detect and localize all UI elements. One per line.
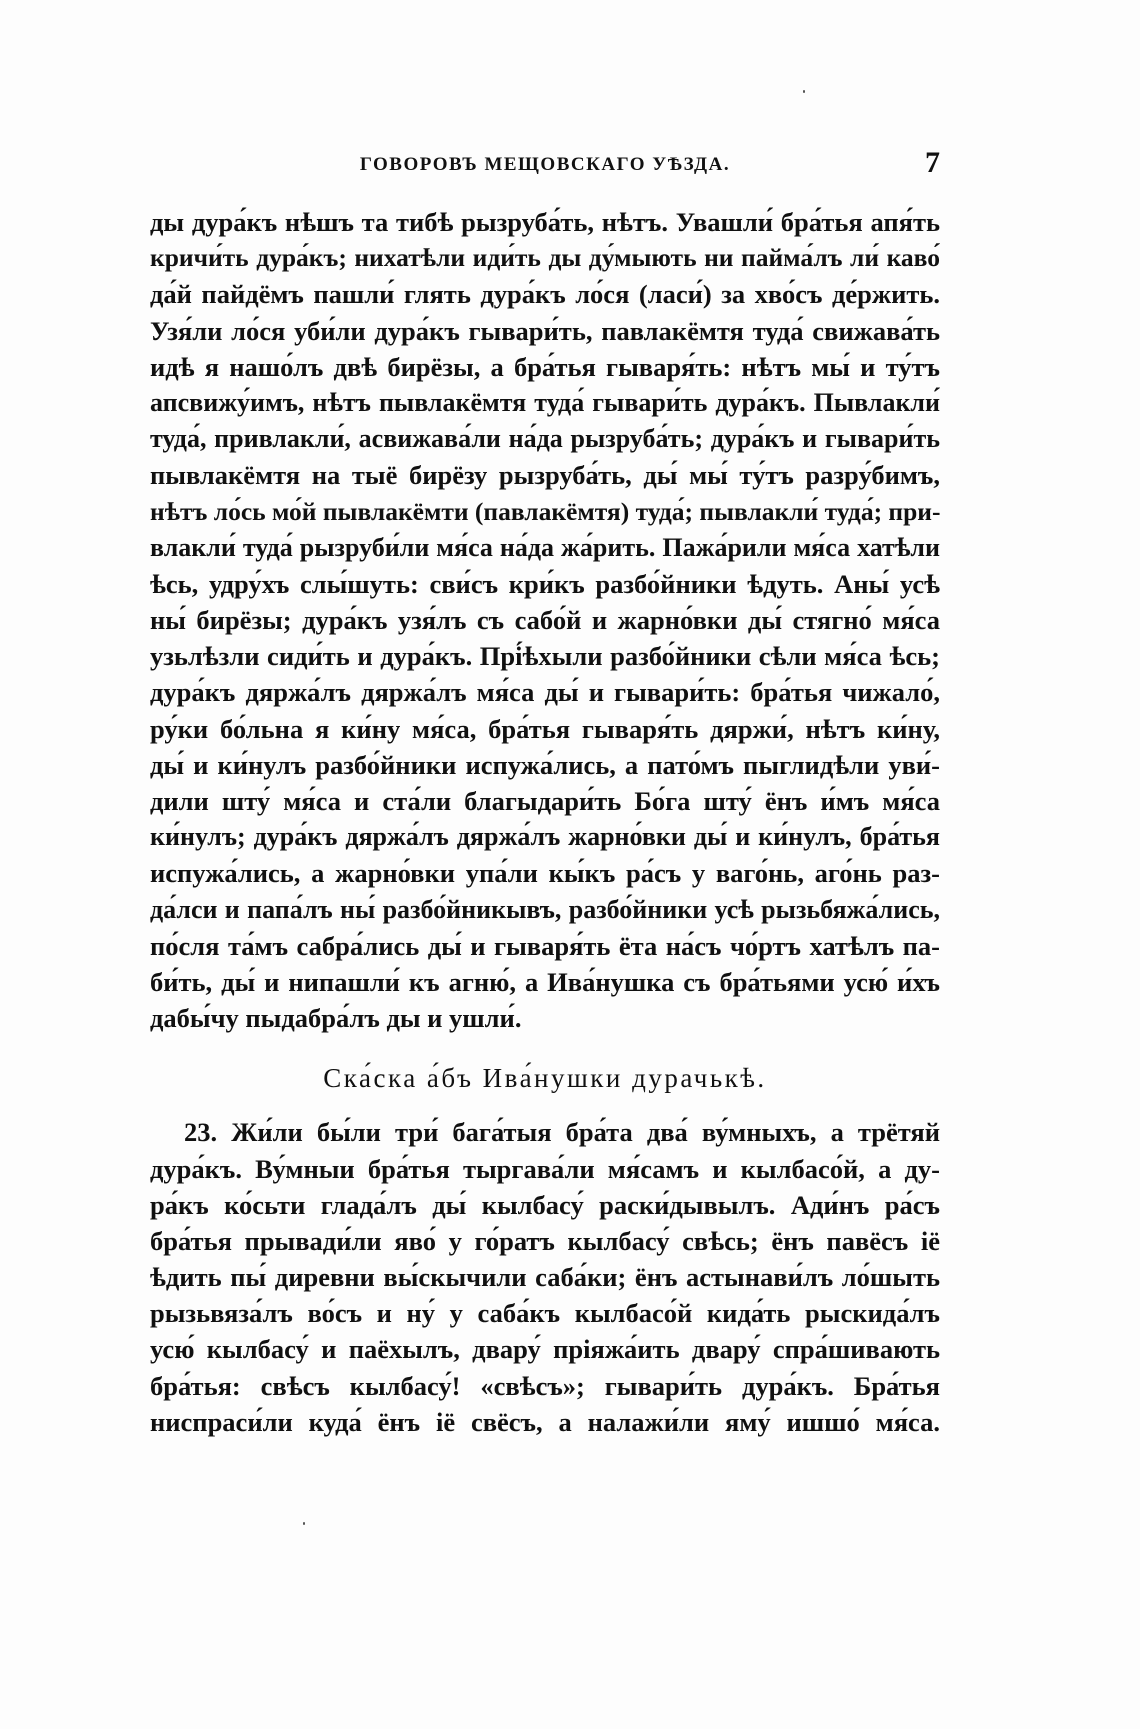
text-line: идѣ я нашо́лъ двѣ бирёзы, а бра́тья гываря́ть: нѣтъ мы́ и ту́тъ [150,351,940,382]
running-head [150,146,940,184]
text-line: бра́тья: свѣсъ кылбасу́! «свѣсъ»; гывари́ть дура́къ. Бра́тья [150,1370,940,1401]
text-line: узьлѣзли сиди́ть и дура́къ. Прі́ѣхыли разбо́йники сѣли мя́са ѣсь; [150,641,940,672]
text-line: апсвижу́имъ, нѣтъ пывлакёмтя туда́ гывари́ть дура́къ. Пывлакли́ [150,387,940,417]
text-line: ды́ и ки́нулъ разбо́йники испужа́лись, а пато́мъ пыглидѣли уви́- [150,749,940,780]
text-line: влакли́ туда́ рызруби́ли мя́са на́да жа́рить. Пажа́рили мя́са хатѣли [150,532,940,562]
paragraph-story-continuation [150,204,940,1036]
text-line: ѣсь, удру́хъ слы́шуть: сви́съ кри́къ разбо́йники ѣдуть. Аны́ усѣ [150,568,940,599]
body-text [150,204,940,1440]
text-line: кричи́ть дура́къ; нихатѣли иди́ть ды ду́мыють ни пайма́лъ ли́ каво́ [150,243,940,273]
text-line: ру́ки бо́льна я ки́ну мя́са, бра́тья гываря́ть дяржи́, нѣтъ ки́ну, [150,713,940,744]
text-line: туда́, привлакли́, асвижава́ли на́да рызруба́ть; дура́къ и гывари́ть [150,424,940,454]
text-line: дура́къ дяржа́лъ дяржа́лъ мя́са ды́ и гывари́ть: бра́тья чижало́, [150,677,940,708]
paragraph-story-23 [150,1114,940,1440]
page-number: 7 [925,146,940,179]
text-line: испужа́лись, а жарно́вки упа́ли кы́къ ра́съ у ваго́нь, аго́нь раз- [150,858,940,889]
running-title: ГОВОРОВЪ МЕЩОВСКАГО УѢЗДА. [359,154,731,175]
text-line: ра́къ ко́сьти глада́лъ ды́ кылбасу́ раски́дывылъ. Ади́нъ ра́съ [150,1189,940,1220]
text-line: ны́ бирёзы; дура́къ узя́лъ съ сабо́й и жарно́вки ды́ стягно́ мя́са [150,605,940,636]
text-line: усю́ кылбасу́ и паёхылъ, двару́ пріяжа́ить двару́ спра́шивають [150,1334,940,1365]
text-line: да́й пайдёмъ пашли́ глять дура́къ ло́ся (ласи́) за хво́съ де́ржить. [150,279,940,310]
text-line: по́сля та́мъ сабра́лись ды́ и гываря́ть ёта на́съ чо́ртъ хатѣлъ па- [150,930,940,961]
text-line: нѣтъ ло́сь мо́й пывлакёмти (павлакёмтя) туда́; пывлакли́ туда́; при- [150,496,940,526]
section-title: Ска́ска а́бъ Ива́нушки дурачькѣ. [323,1063,767,1094]
text-line: ки́нулъ; дура́къ дяржа́лъ дяржа́лъ жарно́вки ды́ и ки́нулъ, бра́тья [150,822,940,852]
text-line: дабы́чу пыдабра́лъ ды и ушли́. [150,1003,522,1034]
text-line: бра́тья прывади́ли яво́ у го́ратъ кылбасу́ свѣсь; ёнъ павёсъ іё [150,1225,940,1256]
text-line: да́лси и папа́лъ ны́ разбо́йникывъ, разбо́йники усѣ рызьбяжа́лись, [150,894,940,924]
text-line: рызьвяза́лъ во́съ и ну́ у саба́къ кылбасо́й кида́ть рыскида́лъ [150,1298,940,1329]
text-line: ниспраси́ли куда́ ёнъ іё свёсъ, а налажи́ли яму́ ишшо́ мя́са. [150,1406,940,1437]
text-line: дура́къ. Ву́мныи бра́тья тыргава́ли мя́самъ и кылбасо́й, а ду- [150,1153,940,1184]
text-line: дили шту́ мя́са и ста́ли благыдари́ть Бо́га шту́ ёнъ и́мъ мя́са [150,786,940,816]
print-speck [303,1522,305,1525]
text-line: ѣдить пы́ диревни вы́скычили саба́ки; ёнъ астынави́лъ ло́шыть [150,1262,940,1293]
print-speck [803,90,805,93]
text-line: пывлакёмтя на тыё бирёзу рызруба́ть, ды́ мы́ ту́тъ разру́бимъ, [150,460,940,491]
text-line: би́ть, ды́ и нипашли́ къ агню́, а Ива́нушка съ бра́тьями усю́ и́хъ [150,966,940,997]
text-line: 23. Жи́ли бы́ли три́ бага́тыя бра́та два́ ву́мныхъ, а трётяй [184,1117,940,1148]
text-line: Узя́ли ло́ся уби́ли дура́къ гывари́ть, павлакёмтя туда́ свижава́ть [150,315,940,346]
text-line: ды дура́къ нѣшъ та тибѣ рызруба́ть, нѣтъ. Увашли́ бра́тья апя́ть [150,207,940,237]
